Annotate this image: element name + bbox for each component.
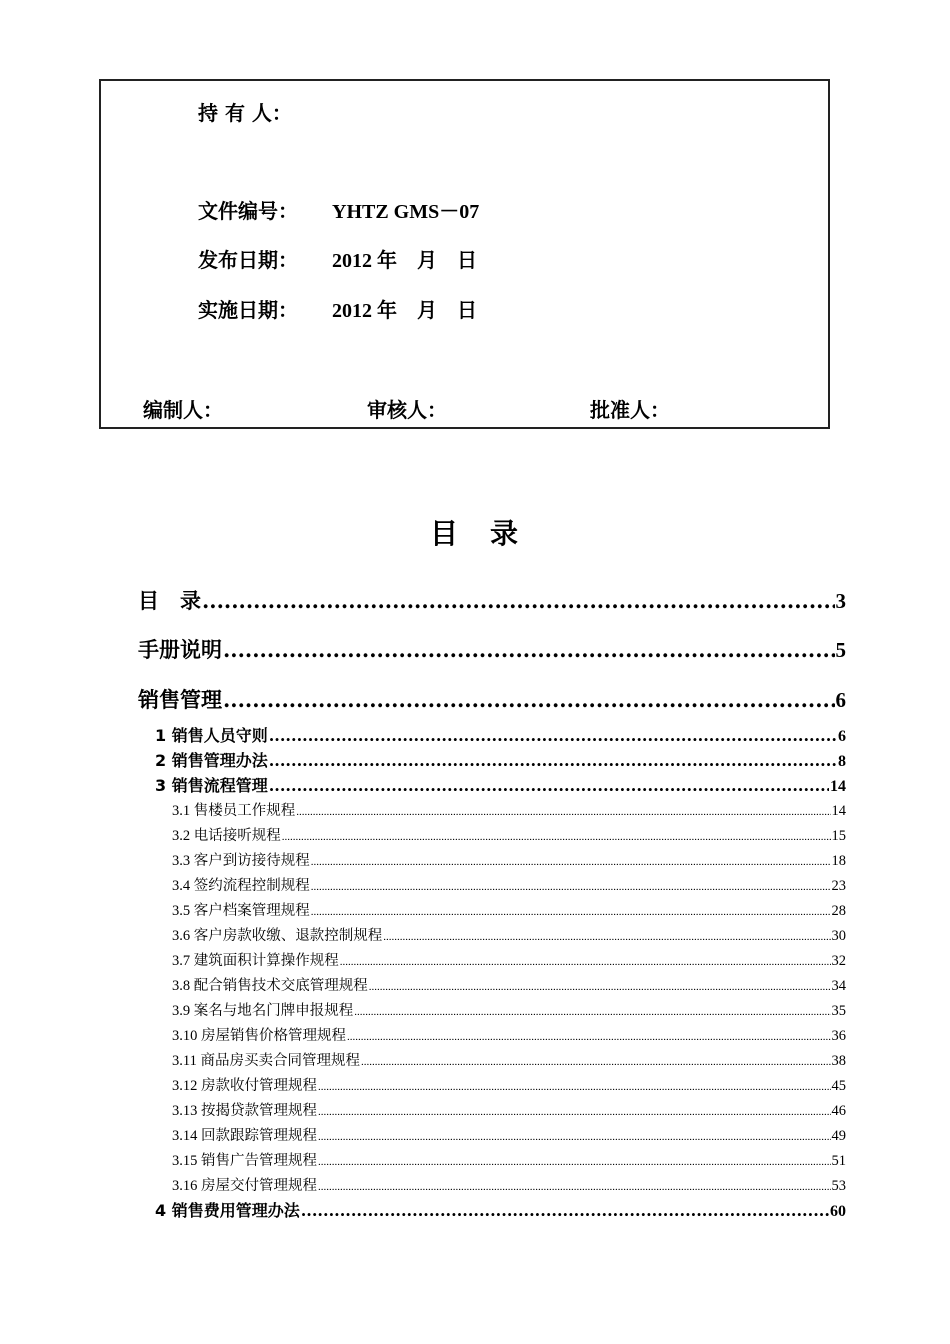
toc-entry[interactable]	[138, 634, 846, 664]
toc-entry-title: 3.11 商品房买卖合同管理规程	[172, 1053, 360, 1069]
toc-leader	[269, 726, 837, 745]
toc-entry[interactable]	[172, 899, 846, 920]
toc-entry-page: 6	[838, 728, 846, 745]
toc-entry[interactable]	[172, 1074, 846, 1095]
toc-entry[interactable]	[172, 924, 846, 945]
toc-leader	[340, 956, 831, 968]
toc-entry[interactable]	[172, 949, 846, 970]
toc-leader	[296, 806, 830, 818]
toc-entry[interactable]	[155, 773, 846, 796]
toc-entry[interactable]	[155, 748, 846, 771]
toc-entry-title: 3.5 客户档案管理规程	[172, 903, 310, 919]
toc-leader	[318, 1106, 831, 1118]
toc-entry-page: 34	[831, 978, 846, 994]
toc-entry-title: 3.8 配合销售技术交底管理规程	[172, 978, 368, 994]
toc-entry-title: 1 销售人员守则	[155, 726, 268, 745]
toc-leader	[318, 1081, 831, 1093]
toc-entry[interactable]	[138, 684, 846, 714]
publish-date-value: 2012 年 月 日	[332, 250, 477, 272]
toc-entry-page: 49	[831, 1128, 846, 1144]
toc-entry[interactable]	[172, 974, 846, 995]
toc-entry-page: 51	[831, 1153, 846, 1169]
toc-entry-title: 3.4 签约流程控制规程	[172, 878, 310, 894]
toc-entry-page: 32	[831, 953, 846, 969]
toc-entry-page: 14	[830, 778, 846, 795]
toc-leader	[269, 751, 837, 770]
toc-entry-page: 5	[835, 638, 846, 662]
toc-leader	[369, 981, 831, 993]
toc-entry[interactable]	[172, 999, 846, 1020]
toc-leader	[347, 1031, 831, 1043]
toc-entry[interactable]	[172, 799, 846, 820]
toc-entry-page: 6	[835, 688, 846, 712]
toc-leader	[282, 831, 831, 843]
toc-entry-title: 3.12 房款收付管理规程	[172, 1078, 317, 1094]
toc-entry[interactable]	[172, 1124, 846, 1145]
toc-leader	[318, 1156, 831, 1168]
toc-entry-title: 3.6 客户房款收缴、退款控制规程	[172, 928, 383, 944]
toc-entry[interactable]	[172, 874, 846, 895]
holder-label: 持 有 人：	[198, 101, 292, 125]
toc-leader	[318, 1131, 831, 1143]
doc-number-row	[198, 195, 479, 224]
toc-leader	[311, 906, 831, 918]
toc-leader	[354, 1006, 830, 1018]
toc-entry-page: 15	[831, 828, 846, 844]
toc-entry-page: 3	[835, 589, 846, 613]
toc-entry[interactable]	[172, 1174, 846, 1195]
toc-entry-title: 3.7 建筑面积计算操作规程	[172, 953, 339, 969]
toc-leader	[269, 776, 829, 795]
toc-leader	[311, 856, 831, 868]
toc-entry[interactable]	[138, 585, 846, 615]
toc-heading: 目 录	[429, 517, 520, 550]
toc-entry-title: 手册说明	[138, 638, 222, 662]
toc-entry-title: 3.13 按揭贷款管理规程	[172, 1103, 317, 1119]
reviewer-label: 审核人：	[367, 398, 447, 422]
toc-entry-page: 30	[831, 928, 846, 944]
toc-entry-title: 3.14 回款跟踪管理规程	[172, 1128, 317, 1144]
toc-leader	[301, 1201, 829, 1220]
toc-leader	[318, 1181, 831, 1193]
toc-entry-title: 3.15 销售广告管理规程	[172, 1153, 317, 1169]
toc-entry-title: 3.10 房屋销售价格管理规程	[172, 1028, 346, 1044]
toc-entry-page: 53	[831, 1178, 846, 1194]
effective-date-row	[198, 294, 477, 323]
approver-label: 批准人：	[590, 398, 670, 422]
toc-entry-title: 3.16 房屋交付管理规程	[172, 1178, 317, 1194]
toc-entry[interactable]	[172, 1099, 846, 1120]
toc-entry-title: 3.9 案名与地名门牌申报规程	[172, 1003, 354, 1019]
document-info-box	[99, 79, 830, 429]
toc-entry-page: 18	[831, 853, 846, 869]
doc-number-label: 文件编号：	[198, 199, 298, 223]
toc-leader	[202, 588, 835, 613]
toc-entry-page: 35	[831, 1003, 846, 1019]
toc-entry[interactable]	[172, 849, 846, 870]
toc-entry-page: 28	[831, 903, 846, 919]
toc-leader	[383, 931, 830, 943]
holder-row	[198, 97, 332, 126]
toc-entry-page: 60	[830, 1203, 846, 1220]
toc-entry-page: 46	[831, 1103, 846, 1119]
toc-entry-page: 8	[838, 753, 846, 770]
toc-leader	[223, 637, 835, 662]
toc-entry-title: 3 销售流程管理	[155, 776, 268, 795]
toc-entry-title: 目 录	[138, 589, 201, 613]
toc-entry-page: 36	[831, 1028, 846, 1044]
toc-entry[interactable]	[155, 723, 846, 746]
effective-date-value: 2012 年 月 日	[332, 300, 477, 322]
toc-entry-title: 3.2 电话接听规程	[172, 828, 281, 844]
toc-entry-title: 3.1 售楼员工作规程	[172, 803, 296, 819]
compiler-label: 编制人：	[143, 398, 223, 422]
toc-entry[interactable]	[172, 824, 846, 845]
toc-entry-title: 2 销售管理办法	[155, 751, 268, 770]
toc-entry[interactable]	[172, 1149, 846, 1170]
doc-number-value: YHTZ GMS－07	[332, 201, 480, 223]
publish-date-label: 发布日期：	[198, 248, 298, 272]
toc-entry-title: 3.3 客户到访接待规程	[172, 853, 310, 869]
publish-date-row	[198, 244, 477, 273]
toc-entry-page: 38	[831, 1053, 846, 1069]
toc-leader	[223, 687, 835, 712]
toc-entry[interactable]	[172, 1049, 846, 1070]
toc-leader	[311, 881, 831, 893]
toc-entry-title: 销售管理	[138, 688, 222, 712]
toc-entry[interactable]	[155, 1198, 846, 1221]
toc-entry-page: 23	[831, 878, 846, 894]
toc-leader	[361, 1056, 831, 1068]
toc-entry-page: 45	[831, 1078, 846, 1094]
toc-entry[interactable]	[172, 1024, 846, 1045]
effective-date-label: 实施日期：	[198, 298, 298, 322]
toc-entry-page: 14	[831, 803, 846, 819]
toc-entry-title: 4 销售费用管理办法	[155, 1201, 300, 1220]
